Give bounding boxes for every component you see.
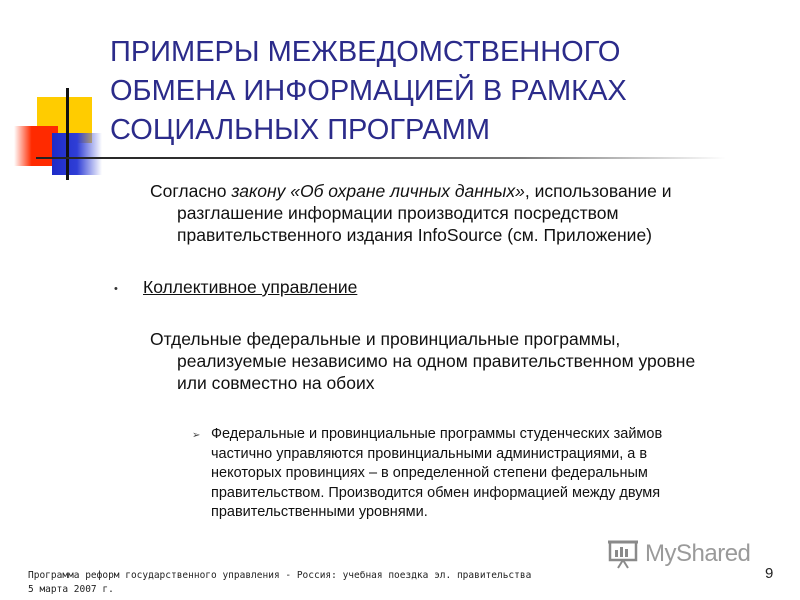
para2-line2: реализуемые независимо на одном правительственном уровне: [177, 351, 696, 371]
slide-title: [110, 33, 750, 150]
arrow-bullet-icon: ➢: [192, 430, 201, 441]
slide-footer: [28, 569, 531, 597]
para2-line3: или совместно на обоих: [177, 373, 375, 393]
privacy-law-paragraph: [150, 180, 760, 246]
page-number: 9: [765, 565, 774, 582]
para1-suffix: , использование и: [524, 181, 672, 201]
footer-date: 5 марта 2007 г.: [28, 584, 114, 595]
para1-prefix: Согласно: [150, 181, 232, 201]
title-line: ОБМЕНА ИНФОРМАЦИЕЙ В РАМКАХ: [110, 75, 627, 107]
bullet-heading-collective-management: Коллективное управление: [143, 277, 358, 297]
subbullet-line: Федеральные и провинциальные программы студенческих займов: [211, 426, 663, 442]
decor-blue-square: [52, 133, 102, 175]
subbullet-line: правительственными уровнями.: [211, 504, 428, 520]
decor-vertical-line: [66, 88, 69, 180]
title-line: СОЦИАЛЬНЫХ ПРОГРАММ: [110, 114, 491, 146]
para1-line2: разглашение информации производится посредством: [177, 203, 619, 223]
bullet-dot-icon: •: [114, 283, 118, 295]
student-loans-subbullet: [211, 425, 771, 523]
law-name: закону «Об охране личных данных»: [231, 181, 525, 201]
title-line: ПРИМЕРЫ МЕЖВЕДОМСТВЕННОГО: [110, 36, 621, 68]
para2-line1: Отдельные федеральные и провинциальные программы,: [150, 329, 621, 349]
myshared-logo: [607, 536, 767, 572]
presentation-board-icon: [607, 536, 641, 570]
para1-line3: правительственного издания InfoSource (см. Приложение): [177, 225, 653, 245]
logo-text: MyShared: [645, 540, 751, 567]
subbullet-line: частично управляются провинциальными администрациями, а в: [211, 445, 648, 462]
programs-paragraph: [150, 328, 780, 394]
subbullet-line: некоторых провинциях – в определенной степени федеральным: [211, 465, 648, 481]
title-underline: [36, 157, 726, 159]
subbullet-line: правительством. Производится обмен информацией между двумя: [211, 484, 661, 501]
footer-line1: Программа реформ государственного управления - Россия: учебная поездка эл. правительства: [28, 570, 532, 581]
